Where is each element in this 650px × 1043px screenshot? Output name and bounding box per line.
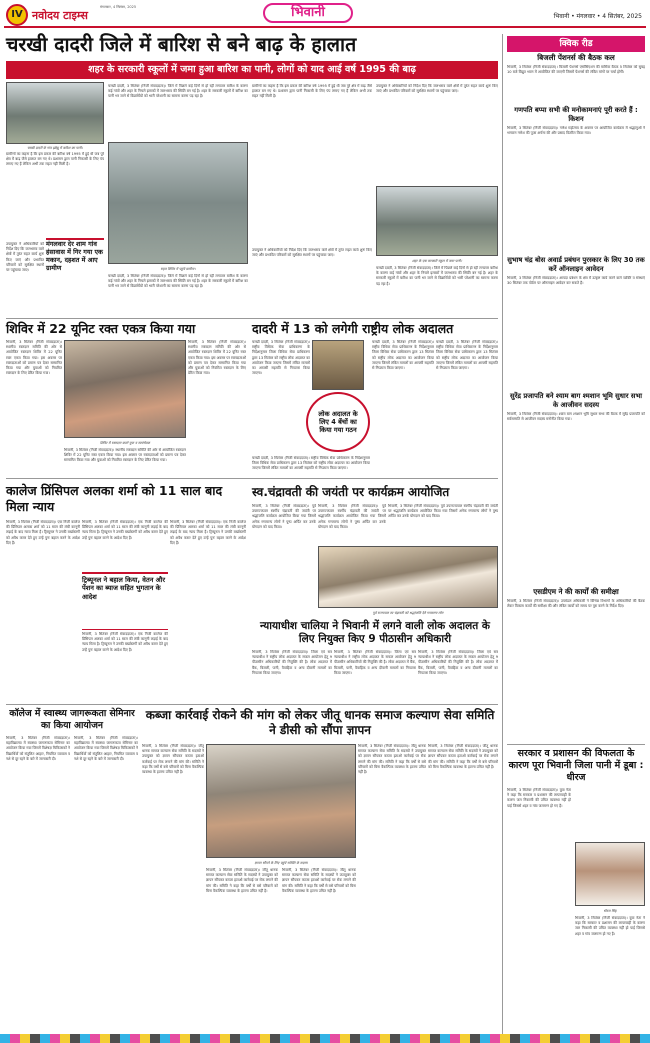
jayanti-headline: स्व.चंद्रावती की जयंती पर कार्यक्रम आयोजित [252, 485, 450, 499]
sidebar-item-body: भिवानी, 3 सितंबर (निजी संवाददाता)। गणेश महोत्सव के अवसर पर आयोजित कार्यक्रम में श्रद्धालुओं ने भगवान गणेश की पूजा अर्चना की और प्रसाद वितरित किया गया। [507, 126, 645, 136]
sidebar-photo [575, 842, 645, 906]
lok-adalat-body-2: चरखी दादरी, 3 सितंबर (निजी संवाददाता)। राष्ट्रीय विधिक सेवा प्राधिकरण के निर्देशानुसार जिला विधिक सेवा प्राधिकरण द्वारा 13 सितंबर को राष्ट्रीय लोक अदालत का आयोजन किया जाएगा जिसमें लंबित मामलों का आपसी सहमति से निपटारा किया जाएगा। [372, 340, 434, 371]
paper-name: नवोदय टाइम्स [32, 9, 88, 22]
lead-subhead: शहर के सरकारी स्कूलों में जमा हुआ बारिश का पानी, लोगों को याद आई वर्ष 1995 की बाढ़ [6, 61, 498, 79]
page-number-badge: IV [6, 4, 28, 26]
principal-box [82, 572, 168, 630]
lok-adalat-body-1: चरखी दादरी, 3 सितंबर (निजी संवाददाता)। राष्ट्रीय विधिक सेवा प्राधिकरण के निर्देशानुसार जिला विधिक सेवा प्राधिकरण द्वारा 13 सितंबर को राष्ट्रीय लोक अदालत का आयोजन किया जाएगा जिसमें लंबित मामलों का आपसी सहमति से निपटारा किया जाएगा। [252, 340, 310, 376]
lok-adalat-photo [312, 340, 364, 390]
jayanti-caption: पूर्व राज्यपाल स्व चंद्रावती को श्रद्धांजलि देते गणमान्य लोग [372, 611, 444, 615]
lead-box [46, 238, 104, 284]
principal-headline: कालेज प्रिंसिपल अलका शर्मा को 11 साल बाद मिला न्याय [6, 483, 223, 514]
masthead-rule [4, 26, 646, 28]
lead-body-1: चरखी दादरी, 3 सितंबर (निजी संवाददाता)। जिले में पिछले कई दिनों से हो रही लगातार बारिश के कारण कई गांवों और शहर के निचले इलाकों में जलभराव की स्थिति बन गई है। शहर के सरकारी स्कूलों में बारिश का पानी भर जाने से विद्यार्थियों को भारी परेशानी का सामना करना पड़ रहा है। [108, 84, 248, 99]
sidebar [502, 34, 646, 1034]
sidebar-banner: क्विक रीड [507, 36, 645, 52]
lead-body-6: उपायुक्त ने अधिकारियों को निर्देश दिए कि जलभराव वाले क्षेत्रों में तुरंत राहत कार्य शुरू किए जाएं और प्रभावित परिवारों को सुरक्षित स्थानों पर पहुंचाया जाए। [6, 242, 44, 273]
lok-adalat-body-3: चरखी दादरी, 3 सितंबर (निजी संवाददाता)। राष्ट्रीय विधिक सेवा प्राधिकरण के निर्देशानुसार जिला विधिक सेवा प्राधिकरण द्वारा 13 सितंबर को राष्ट्रीय लोक अदालत का आयोजन किया जाएगा जिसमें लंबित मामलों का आपसी सहमति से निपटारा किया जाएगा। [436, 340, 498, 371]
sidebar-item-title: गणपति बप्पा सभी की मनोकामनाएं पूरी करते हैं : किशन [514, 106, 638, 123]
divider-3 [6, 704, 498, 705]
sidebar-item-title: सुभाष चंद्र बोस अवार्ड प्रबंधन पुरस्कार के लिए 30 तक करें ऑनलाइन आवेदन [507, 256, 645, 273]
lok-adalat-body-4: चरखी दादरी, 3 सितंबर (निजी संवाददाता)। राष्ट्रीय विधिक सेवा प्राधिकरण के निर्देशानुसार जिला विधिक सेवा प्राधिकरण द्वारा 13 सितंबर को राष्ट्रीय लोक अदालत का आयोजन किया जाएगा जिसमें लंबित मामलों का आपसी सहमति से निपटारा किया जाएगा। [252, 456, 370, 471]
kabza-body-4: भिवानी, 3 सितंबर (निजी संवाददाता)। जीतू धानक समाज कल्याण सेवा समिति के सदस्यों ने उपायुक्त को ज्ञापन सौंपकर कब्जा हटाओ कार्रवाई पर रोक लगाने की मांग की। समिति ने कहा कि वर्षों से बसे परिवारों को बिना वैकल्पिक व्यवस्था के हटाना उचित नहीं है। [206, 868, 278, 893]
sidebar-item-body: भिवानी, 3 सितंबर (निजी संवाददाता)। आपदा प्रबंधन के क्षेत्र में उत्कृष्ट कार्य करने वाले व्यक्ति व संस्थाएं 30 सितंबर तक पोर्टल पर ऑनलाइन आवेदन कर सकते हैं। [507, 276, 645, 286]
principal-body-4: भिवानी, 3 सितंबर (निजी संवाददाता)। एक निजी कालेज की प्रिंसिपल अलका शर्मा को 11 साल की लंबी कानूनी लड़ाई के बाद न्याय मिला है। ट्रिब्यूनल ने उनकी बर्खास्तगी को अवैध करार देते हुए उन्हें पुनः बहाल करने के आदेश दिए हैं। [170, 520, 246, 545]
blood-body-2: भिवानी, 3 सितंबर (निजी संवाददाता)। स्थानीय रक्तदान समिति की ओर से आयोजित रक्तदान शिविर में 22 यूनिट रक्त एकत्र किया गया। इस अवसर पर रक्तदाताओं को प्रमाण पत्र देकर सम्मानित किया गया और युवाओं को नियमित रक्तदान के लिए प्रेरित किया गया। [188, 340, 246, 376]
jayanti-body-2: भिवानी, 3 सितंबर (निजी संवाददाता)। पूर्व उपराज्यपाल स्वर्गीय चंद्रावती की जयंती पर श्रद्धांजलि कार्यक्रम आयोजित किया गया जिसमें अनेक गणमान्य लोगों ने पुष्प अर्पित कर उनके योगदान को याद किया। [318, 504, 386, 529]
lead-body-7: चरखी दादरी, 3 सितंबर (निजी संवाददाता)। जिले में पिछले कई दिनों से हो रही लगातार बारिश के कारण कई गांवों और शहर के निचले इलाकों में जलभराव की स्थिति बन गई है। शहर के सरकारी स्कूलों में बारिश का पानी भर जाने से विद्यार्थियों को भारी परेशानी का सामना करना पड़ रहा है। [108, 274, 248, 289]
lead-caption-1: चरखी दादरी के गांव झोझू में बारिश का पानी। [27, 146, 83, 150]
lead-photo-2 [108, 142, 248, 264]
small-date: मंगलवार, 4 सितंबर, 2025 [100, 5, 137, 9]
lead-photo-1 [6, 82, 104, 144]
kabza-headline: कब्जा कार्रवाई रोकने की मांग को लेकर जीतू धानक समाज कल्याण सेवा समिति ने डीसी को सौंपा ज्ञापन [145, 708, 495, 737]
jayanti-photo [318, 546, 498, 608]
blood-body-1: भिवानी, 3 सितंबर (निजी संवाददाता)। स्थानीय रक्तदान समिति की ओर से आयोजित रक्तदान शिविर में 22 यूनिट रक्त एकत्र किया गया। इस अवसर पर रक्तदाताओं को प्रमाण पत्र देकर सम्मानित किया गया और युवाओं को नियमित रक्तदान के लिए प्रेरित किया गया। [6, 340, 62, 376]
divider-1 [6, 318, 498, 319]
sidebar-item-title: सुरेंद्र प्रजापति बने श्याम बाग श्मशान भूमि सुधार सभा के आजीवन सदस्य [509, 392, 643, 409]
lead-caption-3: शहर के एक सरकारी स्कूल में जमा पानी। [411, 259, 463, 263]
lead-body-2: ग्रामीणों का कहना है कि इस प्रकार की बारिश वर्ष 1995 में हुई थी जब पूरे क्षेत्र में बाढ़ जैसे हालात बन गए थे। प्रशासन द्वारा पानी निकासी के लिए पंप लगाए गए हैं लेकिन अभी तक राहत नहीं मिली है। [252, 84, 372, 99]
divider-2 [6, 478, 498, 479]
sidebar-item-body: भिवानी, 3 सितंबर (निजी संवाददाता)। उपमंडल अधिकारी ने विभिन्न विभागों के अधिकारियों की बैठक लेकर विकास कार्यों की समीक्षा की और लंबित कार्यों को समय पर पूरा करने के निर्देश दिए। [507, 599, 645, 609]
lead-body-4: उपायुक्त ने अधिकारियों को निर्देश दिए कि जलभराव वाले क्षेत्रों में तुरंत राहत कार्य शुरू किए जाएं और प्रभावित परिवारों को सुरक्षित स्थानों पर पहुंचाया जाए। [252, 248, 372, 258]
kabza-body-5: भिवानी, 3 सितंबर (निजी संवाददाता)। जीतू धानक समाज कल्याण सेवा समिति के सदस्यों ने उपायुक्त को ज्ञापन सौंपकर कब्जा हटाओ कार्रवाई पर रोक लगाने की मांग की। समिति ने कहा कि वर्षों से बसे परिवारों को बिना वैकल्पिक व्यवस्था के हटाना उचित नहीं है। [282, 868, 356, 893]
nyayadhish-body-1: भिवानी, 3 सितंबर (निजी संवाददाता)। जिला एवं सत्र न्यायाधीश ने राष्ट्रीय लोक अदालत के सफल आयोजन हेतु 9 पीठासीन अधिकारियों की नियुक्ति की है। लोक अदालत में बैंक, बिजली, पानी, वैवाहिक व अन्य दीवानी मामलों का निपटारा किया जाएगा। [252, 650, 332, 675]
nyayadhish-body-2: भिवानी, 3 सितंबर (निजी संवाददाता)। जिला एवं सत्र न्यायाधीश ने राष्ट्रीय लोक अदालत के सफल आयोजन हेतु 9 पीठासीन अधिकारियों की नियुक्ति की है। लोक अदालत में बैंक, बिजली, पानी, वैवाहिक व अन्य दीवानी मामलों का निपटारा किया जाएगा। [334, 650, 416, 675]
sidebar-item-title: सरकार व प्रशासन की विफलता के कारण पूरा भिवानी जिला पानी में डूबा : धीरज [508, 748, 644, 783]
lead-box-title: मंगलवार देर शाम गांव हंसावास में गिर गया एक मकान, दहशत में आए ग्रामीण [46, 240, 103, 272]
sidebar-item-body: भिवानी, 3 सितंबर (निजी संवाददाता)। युवा नेता ने कहा कि सरकार व प्रशासन की लापरवाही के कारण जल निकासी की उचित व्यवस्था नहीं हो पाई जिससे शहर व गांव जलमग्न हो गए हैं। [575, 916, 645, 936]
masthead [0, 0, 650, 32]
lead-body-3: उपायुक्त ने अधिकारियों को निर्देश दिए कि जलभराव वाले क्षेत्रों में तुरंत राहत कार्य शुरू किए जाएं और प्रभावित परिवारों को सुरक्षित स्थानों पर पहुंचाया जाए। [376, 84, 498, 94]
lead-caption-2: राहत शिविर में पहुंचे ग्रामीण। [160, 267, 196, 271]
sidebar-item-title: बिजली पेंशनर्स की बैठक कल [537, 53, 615, 62]
sidebar-item-title: एसडीएम ने की कार्यों की समीक्षा [533, 587, 619, 596]
blood-caption: शिविर में रक्तदान करते युवा व स्वयंसेवक [99, 441, 150, 445]
nyayadhish-body-3: भिवानी, 3 सितंबर (निजी संवाददाता)। जिला एवं सत्र न्यायाधीश ने राष्ट्रीय लोक अदालत के सफल आयोजन हेतु 9 पीठासीन अधिकारियों की नियुक्ति की है। लोक अदालत में बैंक, बिजली, पानी, वैवाहिक व अन्य दीवानी मामलों का निपटारा किया जाएगा। [418, 650, 498, 675]
kabza-body-2: भिवानी, 3 सितंबर (निजी संवाददाता)। जीतू धानक समाज कल्याण सेवा समिति के सदस्यों ने उपायुक्त को ज्ञापन सौंपकर कब्जा हटाओ कार्रवाई पर रोक लगाने की मांग की। समिति ने कहा कि वर्षों से बसे परिवारों को बिना वैकल्पिक व्यवस्था के हटाना उचित नहीं है। [358, 744, 426, 775]
principal-box-text: ट्रिब्यूनल ने बहाल किया, वेतन और पेंशन का ब्याज सहित भुगतान के आदेश [82, 576, 166, 601]
kabza-caption: ज्ञापन सौंपने के लिए पहुंचे समिति के सदस्य [254, 861, 308, 865]
principal-body-3: भिवानी, 3 सितंबर (निजी संवाददाता)। एक निजी कालेज की प्रिंसिपल अलका शर्मा को 11 साल की लंबी कानूनी लड़ाई के बाद न्याय मिला है। ट्रिब्यूनल ने उनकी बर्खास्तगी को अवैध करार देते हुए उन्हें पुनः बहाल करने के आदेश दिए हैं। [82, 632, 168, 652]
principal-body-2: भिवानी, 3 सितंबर (निजी संवाददाता)। एक निजी कालेज की प्रिंसिपल अलका शर्मा को 11 साल की लंबी कानूनी लड़ाई के बाद न्याय मिला है। ट्रिब्यूनल ने उनकी बर्खास्तगी को अवैध करार देते हुए उन्हें पुनः बहाल करने के आदेश दिए हैं। [82, 520, 168, 540]
lead-body-5: चरखी दादरी, 3 सितंबर (निजी संवाददाता)। जिले में पिछले कई दिनों से हो रही लगातार बारिश के कारण कई गांवों और शहर के निचले इलाकों में जलभराव की स्थिति बन गई है। शहर के सरकारी स्कूलों में बारिश का पानी भर जाने से विद्यार्थियों को भारी परेशानी का सामना करना पड़ रहा है। [376, 266, 498, 286]
blood-headline: शिविर में 22 यूनिट रक्त एकत्र किया गया [6, 321, 196, 336]
sidebar-divider [507, 744, 645, 745]
footer-registration-bar [0, 1034, 650, 1043]
seminar-body-1: भिवानी, 3 सितंबर (निजी संवाददाता)। महाविद्यालय में स्वास्थ्य जागरूकता सेमिनार का आयोजन किया गया जिसमें विशेषज्ञ चिकित्सकों ने विद्यार्थियों को संतुलित आहार, नियमित व्यायाम व नशे से दूर रहने के बारे में जानकारी दी। [6, 736, 70, 761]
nyayadhish-headline: न्यायाधीश चालिया ने भिवानी में लगने वाली लोक अदालत के लिए नियुक्त किए 9 पीठासीन अधिकारी [260, 620, 490, 645]
jayanti-body-3: भिवानी, 3 सितंबर (निजी संवाददाता)। पूर्व उपराज्यपाल स्वर्गीय चंद्रावती की जयंती पर श्रद्धांजलि कार्यक्रम आयोजित किया गया जिसमें अनेक गणमान्य लोगों ने पुष्प अर्पित कर उनके योगदान को याद किया। [388, 504, 498, 519]
lead-headline: चरखी दादरी जिले में बारिश से बने बाढ़ के हालात [6, 33, 357, 56]
jayanti-body-1: भिवानी, 3 सितंबर (निजी संवाददाता)। पूर्व उपराज्यपाल स्वर्गीय चंद्रावती की जयंती पर श्रद्धांजलि कार्यक्रम आयोजित किया गया जिसमें अनेक गणमान्य लोगों ने पुष्प अर्पित कर उनके योगदान को याद किया। [252, 504, 316, 529]
sidebar-item-body: भिवानी, 3 सितंबर (निजी संवाददाता)। युवा नेता ने कहा कि सरकार व प्रशासन की लापरवाही के कारण जल निकासी की उचित व्यवस्था नहीं हो पाई जिससे शहर व गांव जलमग्न हो गए हैं। [507, 788, 571, 808]
kabza-body-3: भिवानी, 3 सितंबर (निजी संवाददाता)। जीतू धानक समाज कल्याण सेवा समिति के सदस्यों ने उपायुक्त को ज्ञापन सौंपकर कब्जा हटाओ कार्रवाई पर रोक लगाने की मांग की। समिति ने कहा कि वर्षों से बसे परिवारों को बिना वैकल्पिक व्यवस्था के हटाना उचित नहीं है। [428, 744, 498, 769]
lead-photo-3 [376, 186, 498, 256]
lok-adalat-callout [306, 392, 370, 452]
lok-adalat-callout-text: लोक अदालत के लिए 4 बेंचों का किया गया गठन [318, 410, 358, 434]
city-tab: भिवानी [263, 3, 353, 23]
date-line: भिवानी • मंगलवार • 4 सितंबर, 2025 [553, 13, 642, 20]
lead-body-1b: ग्रामीणों का कहना है कि इस प्रकार की बारिश वर्ष 1995 में हुई थी जब पूरे क्षेत्र में बाढ़ जैसे हालात बन गए थे। प्रशासन द्वारा पानी निकासी के लिए पंप लगाए गए हैं लेकिन अभी तक राहत नहीं मिली है। [6, 152, 104, 167]
sidebar-item-body: भिवानी, 3 सितंबर (निजी संवाददाता)। बिजली पेंशनर्स एसोसिएशन की मासिक बैठक 5 सितंबर को सुबह 10 बजे विद्युत भवन में आयोजित की जाएगी जिसमें पेंशनर्स की लंबित मांगों पर चर्चा होगी। [507, 65, 645, 75]
kabza-photo [206, 744, 356, 858]
sidebar-photo-caption: धीरज सिंह [603, 909, 617, 913]
blood-photo [64, 340, 186, 438]
seminar-headline: कॉलेज में स्वास्थ्य जागरूकता सेमिनार का किया आयोजन [9, 708, 135, 731]
lok-adalat-headline: दादरी में 13 को लगेगी राष्ट्रीय लोक अदालत [252, 321, 454, 336]
seminar-body-2: भिवानी, 3 सितंबर (निजी संवाददाता)। महाविद्यालय में स्वास्थ्य जागरूकता सेमिनार का आयोजन किया गया जिसमें विशेषज्ञ चिकित्सकों ने विद्यार्थियों को संतुलित आहार, नियमित व्यायाम व नशे से दूर रहने के बारे में जानकारी दी। [74, 736, 138, 761]
sidebar-item-body: भिवानी, 3 सितंबर (निजी संवाददाता)। श्याम बाग श्मशान भूमि सुधार सभा की बैठक में सुरेंद्र प्रजापति को सर्वसम्मति से आजीवन सदस्य मनोनीत किया गया। [507, 412, 645, 422]
kabza-body-1: भिवानी, 3 सितंबर (निजी संवाददाता)। जीतू धानक समाज कल्याण सेवा समिति के सदस्यों ने उपायुक्त को ज्ञापन सौंपकर कब्जा हटाओ कार्रवाई पर रोक लगाने की मांग की। समिति ने कहा कि वर्षों से बसे परिवारों को बिना वैकल्पिक व्यवस्था के हटाना उचित नहीं है। [142, 744, 204, 775]
principal-body-1: भिवानी, 3 सितंबर (निजी संवाददाता)। एक निजी कालेज की प्रिंसिपल अलका शर्मा को 11 साल की लंबी कानूनी लड़ाई के बाद न्याय मिला है। ट्रिब्यूनल ने उनकी बर्खास्तगी को अवैध करार देते हुए उन्हें पुनः बहाल करने के आदेश दिए हैं। [6, 520, 80, 545]
blood-body-3: भिवानी, 3 सितंबर (निजी संवाददाता)। स्थानीय रक्तदान समिति की ओर से आयोजित रक्तदान शिविर में 22 यूनिट रक्त एकत्र किया गया। इस अवसर पर रक्तदाताओं को प्रमाण पत्र देकर सम्मानित किया गया और युवाओं को नियमित रक्तदान के लिए प्रेरित किया गया। [64, 448, 186, 463]
